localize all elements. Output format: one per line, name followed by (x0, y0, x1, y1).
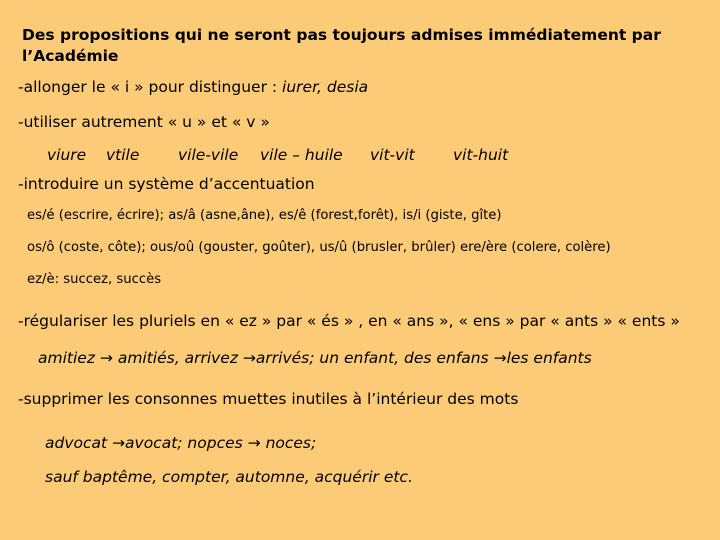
example-part: avocat; nopces (125, 434, 248, 452)
example-vtile: vtile (106, 146, 140, 164)
example-part: arrivés; un enfant, des enfans (255, 349, 494, 367)
example-consonnes-2: sauf baptême, compter, automne, acquérir etc. (45, 468, 413, 486)
example-consonnes-1 (45, 434, 316, 452)
example-viure: viure (47, 146, 87, 164)
rule-examples: iurer, desia (282, 78, 369, 96)
rule-u-v: -utiliser autrement « u » et « v » (18, 113, 270, 131)
arrow-icon: → (99, 349, 113, 367)
rule-text: -allonger le « i » pour distinguer : (18, 78, 283, 96)
example-part: les enfants (506, 349, 592, 367)
example-part: advocat (45, 434, 113, 452)
example-vile-huile: vile – huile (260, 146, 343, 164)
rule-accentuation: -introduire un système d’accentuation (18, 175, 315, 193)
arrow-icon: → (493, 349, 507, 367)
accent-line-2: os/ô (coste, côte); ous/oû (gouster, goûter), us/û (brusler, brûler) ere/ère (colere, colère) (27, 240, 611, 255)
rule-pluriels: -régulariser les pluriels en « ez » par « és » , en « ans », « ens » par « ants » « ents » (18, 312, 680, 330)
example-part: amitiés, arrivez (112, 349, 243, 367)
example-vit-vit: vit-vit (370, 146, 415, 164)
example-pluriels (38, 349, 592, 367)
example-vile-vile: vile-vile (178, 146, 239, 164)
rule-consonnes-muettes: -supprimer les consonnes muettes inutiles à l’intérieur des mots (18, 390, 519, 408)
accent-line-1: es/é (escrire, écrire); as/â (asne,âne), es/ê (forest,forêt), is/i (giste, gîte) (27, 208, 502, 223)
page-title: Des propositions qui ne seront pas toujours admises immédiatement par l’Académie (22, 26, 661, 65)
arrow-icon: → (247, 434, 261, 452)
arrow-icon: → (112, 434, 126, 452)
example-part: amitiez (38, 349, 100, 367)
accent-line-3: ez/è: succez, succès (27, 272, 162, 287)
arrow-icon: → (242, 349, 256, 367)
rule-allonger-i (18, 78, 368, 96)
example-vit-huit: vit-huit (453, 146, 509, 164)
example-part: noces; (260, 434, 317, 452)
